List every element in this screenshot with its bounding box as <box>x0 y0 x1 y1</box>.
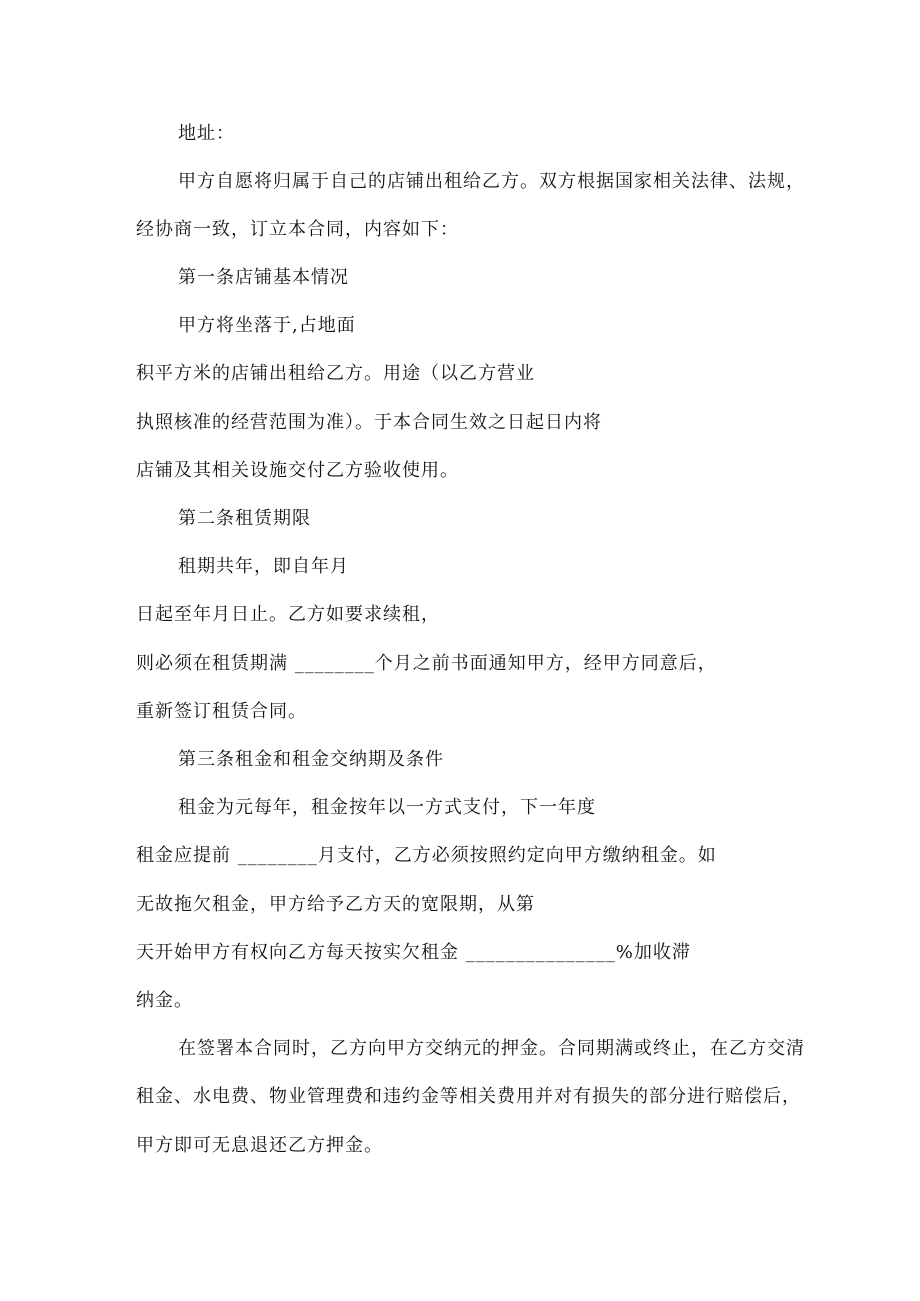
article-3-line-4: 天开始甲方有权向乙方每天按实欠租金 _______________%加收滞 <box>136 942 691 963</box>
article-3-line-3: 无故拖欠租金，甲方给予乙方天的宽限期，从第 <box>136 894 535 915</box>
article-1-heading: 第一条店铺基本情况 <box>178 267 349 288</box>
intro-paragraph-line-2: 经协商一致，订立本合同，内容如下： <box>136 219 459 240</box>
article-1-line-3: 执照核准的经营范围为准）。于本合同生效之日起日内将 <box>136 412 602 433</box>
intro-paragraph-line-1: 甲方自愿将归属于自己的店铺出租给乙方。双方根据国家相关法律、法规， <box>178 171 805 192</box>
article-2-line-3: 则必须在租赁期满 ________个月之前书面通知甲方，经甲方同意后， <box>136 653 717 674</box>
deposit-paragraph-line-1: 在签署本合同时，乙方向甲方交纳元的押金。合同期满或终止，在乙方交清 <box>178 1038 805 1059</box>
article-3-line-2: 租金应提前 ________月支付，乙方必须按照约定向甲方缴纳租金。如 <box>136 845 717 866</box>
article-2-line-1: 租期共年，即自年月 <box>178 556 349 577</box>
article-1-line-2: 积平方米的店铺出租给乙方。用途（以乙方营业 <box>136 363 535 384</box>
article-3-line-5: 纳金。 <box>136 990 193 1011</box>
article-1-line-4: 店铺及其相关设施交付乙方验收使用。 <box>136 460 459 481</box>
article-2-line-2: 日起至年月日止。乙方如要求续租， <box>136 604 440 625</box>
article-1-line-1: 甲方将坐落于,占地面 <box>178 315 356 336</box>
article-2-line-4: 重新签订租赁合同。 <box>136 701 307 722</box>
deposit-paragraph-line-3: 甲方即可无息退还乙方押金。 <box>136 1135 383 1156</box>
address-line: 地址： <box>178 123 235 144</box>
article-3-heading: 第三条租金和租金交纳期及条件 <box>178 749 444 770</box>
article-3-line-1: 租金为元每年，租金按年以一方式支付，下一年度 <box>178 797 596 818</box>
deposit-paragraph-line-2: 租金、水电费、物业管理费和违约金等相关费用并对有损失的部分进行赔偿后， <box>136 1086 801 1107</box>
article-2-heading: 第二条租赁期限 <box>178 508 311 529</box>
